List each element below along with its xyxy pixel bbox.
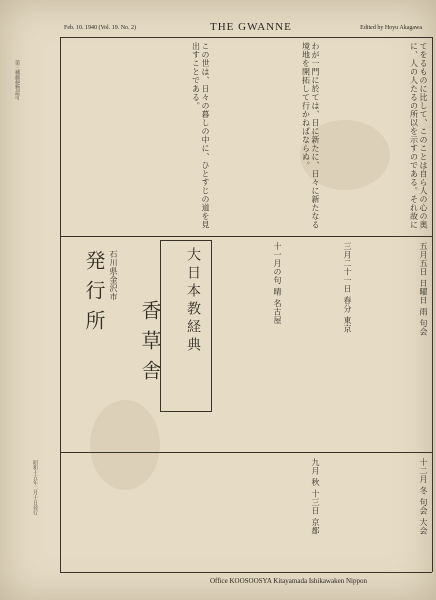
issue-date: Feb. 10. 1940 (Vol. 19. No. 2) — [64, 25, 137, 31]
rule-bottom — [60, 572, 432, 573]
publisher-label: 発行所 — [82, 250, 106, 340]
article-column: この世は、日々の暮しの中に、ひとすじの道を見出すことである。 — [191, 42, 210, 229]
rule-lower — [60, 452, 432, 453]
rule-middle — [60, 236, 432, 237]
article-column: 十二月 冬 句会 大会 — [419, 458, 428, 536]
office-address: Office KOOSOOSYA Kitayamada Ishikawaken Nippon — [210, 577, 367, 585]
rule-top — [60, 37, 432, 38]
article-column: 九月 秋 十三日 京都 — [311, 458, 320, 536]
masthead — [60, 20, 430, 36]
ad-title: 大日本教経典 — [185, 247, 201, 355]
publisher-name: 香草舎 — [138, 300, 162, 390]
margin-issue-note: 昭和十五年二月十日発行 — [32, 460, 38, 515]
event-list: 十一月の句 晴 名古屋 — [273, 242, 282, 325]
left-margin-rule — [60, 37, 61, 572]
editor-credit: Edited by Hoyu Akagawa — [360, 25, 422, 31]
event-list: 三月二十一日 春分 東京 — [343, 242, 352, 334]
margin-notice: 第三種郵便物認可 — [14, 60, 20, 100]
ad-box — [160, 240, 212, 412]
footer — [60, 575, 430, 591]
event-list: 五月五日 日曜日 雨 句会 — [419, 242, 428, 337]
article-column: てをるものに比して、このことは自ら人の心の奥に、人の人たるの所以を示すのである。それ故に — [409, 42, 428, 229]
paper-title: THE GWANNE — [210, 21, 292, 33]
publisher-address: 石川県金沢市 — [109, 250, 118, 301]
right-margin-rule — [432, 37, 433, 572]
article-column: わが一門に於ては、日に新たに、日々に新たなる境地を開拓して行かねばならぬ。 — [301, 42, 320, 229]
